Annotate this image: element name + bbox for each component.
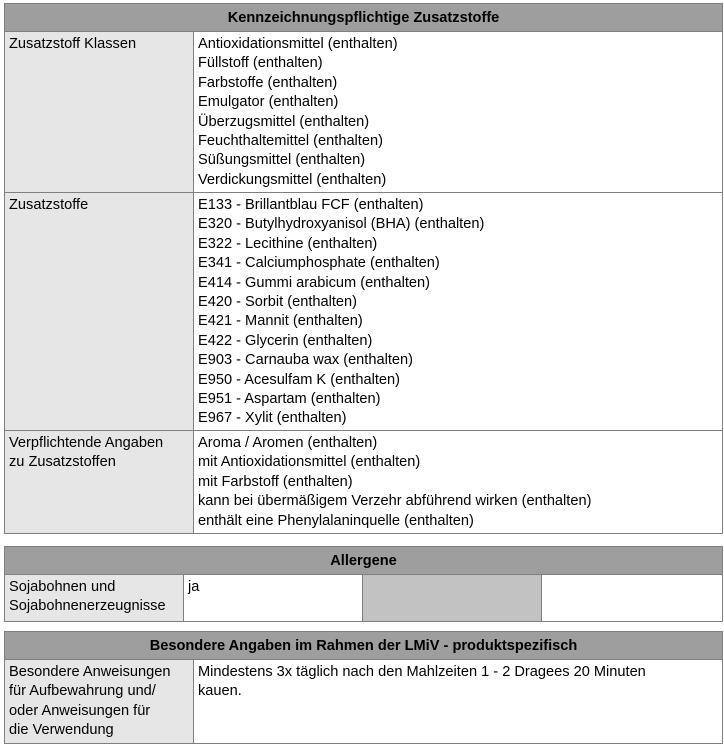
list-item: kann bei übermäßigem Verzehr abführend wirken (enthalten) [198,493,592,510]
allergen-status: ja [188,579,200,595]
label-line: Zusatzstoff Klassen [9,36,137,52]
label-line: für Aufbewahrung und/ [9,683,156,700]
verpflichtende-angaben-value [194,431,723,534]
list-item: E420 - Sorbit (enthalten) [198,294,357,311]
list-item: Süßungsmittel (enthalten) [198,152,366,169]
list-item: Farbstoffe (enthalten) [198,74,338,91]
zusatzstoff-klassen-value [194,32,723,193]
list-item: Verdickungsmittel (enthalten) [198,171,387,188]
list-item: E903 - Carnauba wax (enthalten) [198,352,413,369]
label-line: Besondere Anweisungen [9,664,171,680]
zusatzstoff-klassen-label [5,32,194,193]
value-line: kauen. [198,683,242,700]
list-item: E950 - Acesulfam K (enthalten) [198,371,400,388]
label-line: Sojabohnenerzeugnisse [9,598,166,615]
label-line: Zusatzstoffe [9,197,89,213]
list-item: Emulgator (enthalten) [198,94,339,111]
table-row [5,431,723,534]
table-row [5,575,723,622]
verpflichtende-angaben-label [5,431,194,534]
list-item: mit Antioxidationsmittel (enthalten) [198,454,421,471]
sojabohnen-label [5,575,184,622]
empty-grey-cell [363,575,542,622]
table-row [5,32,723,193]
label-line: zu Zusatzstoffen [9,454,116,471]
list-item: E341 - Calciumphosphate (enthalten) [198,255,440,272]
table-row [5,660,723,744]
list-item: E414 - Gummi arabicum (enthalten) [198,274,430,291]
zusatzstoffe-header: Kennzeichnungspflichtige Zusatzstoffe [5,4,723,32]
list-item: E422 - Glycerin (enthalten) [198,332,373,349]
list-item: mit Farbstoff (enthalten) [198,473,353,490]
label-line: oder Anweisungen für [9,702,151,719]
anweisungen-value [194,660,723,744]
table-row [5,193,723,431]
list-item: E421 - Mannit (enthalten) [198,313,363,330]
lmiv-table [4,631,723,744]
list-item: Füllstoff (enthalten) [198,55,323,72]
list-item: Aroma / Aromen (enthalten) [198,435,378,451]
label-line: Sojabohnen und [9,579,116,595]
lmiv-header: Besondere Angaben im Rahmen der LMiV - produktspezifisch [5,632,723,660]
zusatzstoffe-value [194,193,723,431]
list-item: E133 - Brillantblau FCF (enthalten) [198,197,424,213]
value-line: Mindestens 3x täglich nach den Mahlzeiten 1 - 2 Dragees 20 Minuten [198,664,646,680]
list-item: Feuchthaltemittel (enthalten) [198,133,383,150]
zusatzstoffe-label [5,193,194,431]
list-item: E320 - Butylhydroxyanisol (BHA) (enthalten) [198,216,485,233]
empty-cell [542,575,723,622]
label-line: Verpflichtende Angaben [9,435,164,451]
label-line: die Verwendung [9,722,114,739]
list-item: E967 - Xylit (enthalten) [198,410,347,427]
list-item: E322 - Lecithine (enthalten) [198,235,378,252]
list-item: E951 - Aspartam (enthalten) [198,391,381,408]
allergene-table [4,546,723,622]
list-item: enthält eine Phenylalaninquelle (enthalten) [198,512,474,529]
list-item: Überzugsmittel (enthalten) [198,113,370,130]
list-item: Antioxidationsmittel (enthalten) [198,36,398,52]
zusatzstoffe-table [4,3,723,534]
allergene-header: Allergene [5,547,723,575]
sojabohnen-value [184,575,363,622]
anweisungen-label [5,660,194,744]
